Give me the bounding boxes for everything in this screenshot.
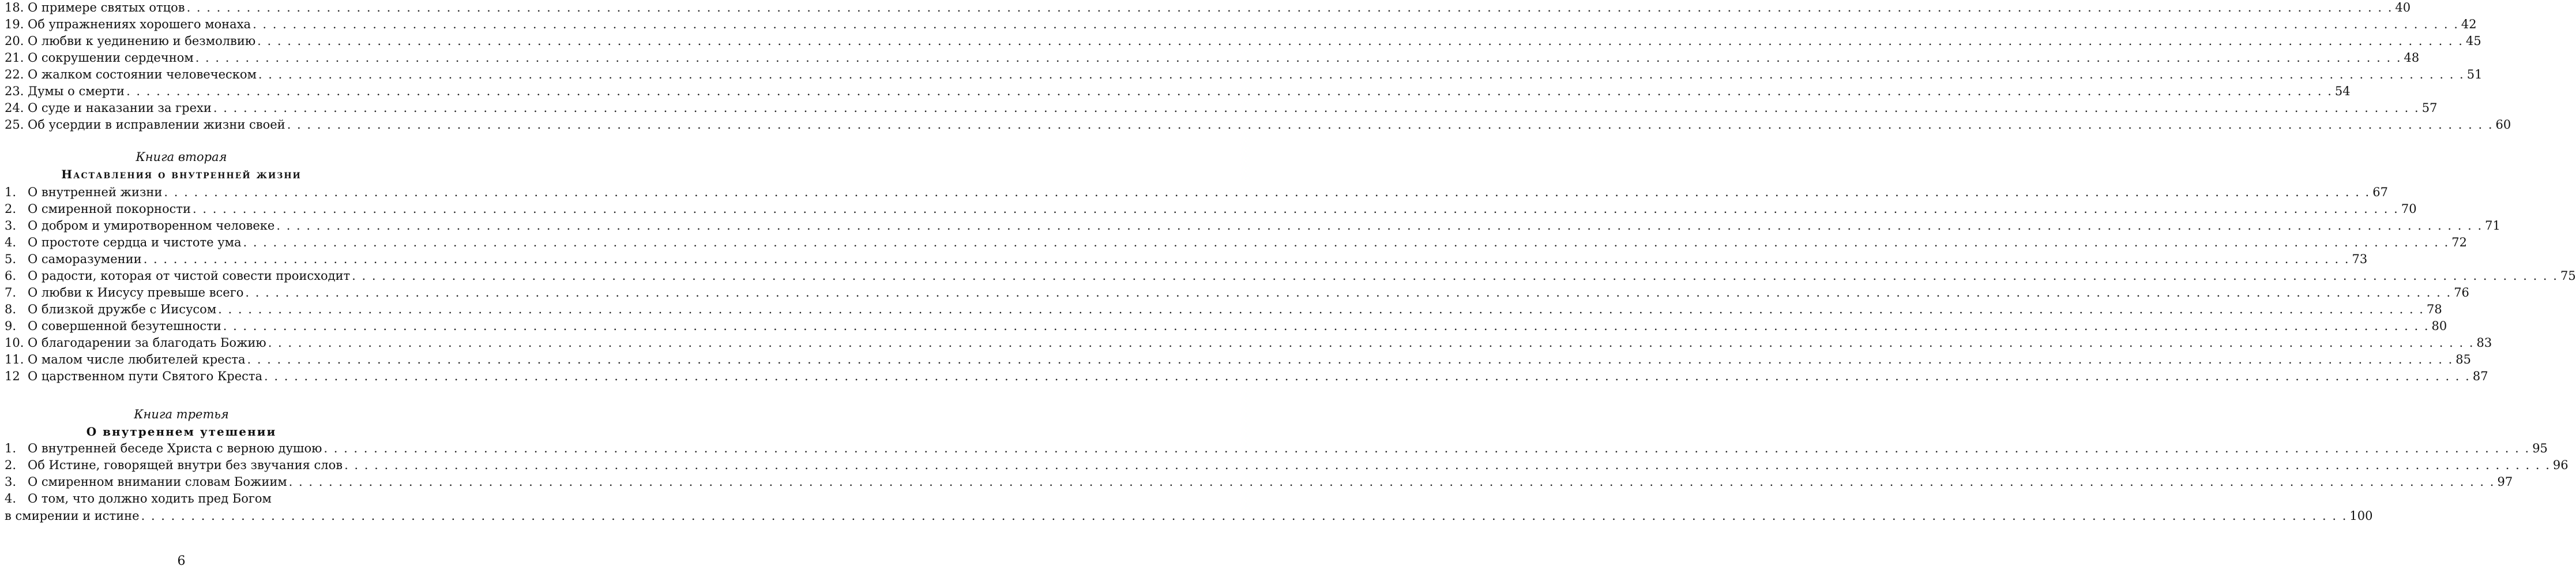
dot-leader	[221, 317, 2430, 335]
dot-leader	[255, 32, 2464, 50]
toc-entry	[5, 234, 2468, 251]
dot-leader	[212, 99, 2420, 117]
entry-title: О простоте сердца и чистоте ума	[28, 235, 242, 249]
entry-number: 12	[5, 369, 20, 383]
entry-title: О любви к Иисусу превыше всего	[28, 286, 244, 299]
toc-entry	[5, 66, 2483, 83]
dot-leader	[287, 473, 2495, 490]
entry-title: О благодарении за благодать Божию	[28, 336, 266, 350]
entry-title: О сокрушении сердечном	[28, 51, 194, 65]
entry-title: О смиренной покорности	[28, 202, 191, 216]
dot-leader	[257, 66, 2465, 83]
entry-page: 75	[2560, 269, 2576, 283]
entry-number: 19.	[5, 17, 24, 31]
dot-leader	[194, 49, 2402, 66]
dot-leader	[350, 267, 2558, 284]
entry-title: Об упражнениях хорошего монаха	[28, 17, 251, 31]
dot-leader	[274, 217, 2483, 234]
dot-leader	[125, 83, 2333, 100]
toc-entry	[5, 456, 2569, 474]
toc-entry	[5, 0, 2411, 16]
entry-page: 80	[2431, 319, 2447, 333]
entry-title: О близкой дружбе с Иисусом	[28, 302, 217, 316]
toc-entry	[5, 440, 2548, 457]
toc-entry	[5, 267, 2576, 284]
entry-page: 42	[2461, 17, 2477, 31]
toc-entry	[5, 250, 2368, 268]
entry-page: 51	[2466, 68, 2483, 81]
entry-page: 76	[2454, 286, 2469, 299]
entry-page: 71	[2485, 219, 2500, 233]
entry-page: 67	[2372, 185, 2388, 199]
toc-entry	[5, 368, 2488, 385]
entry-number: 1.	[5, 441, 17, 455]
entry-page: 95	[2532, 441, 2548, 455]
entry-title: О суде и наказании за грехи	[28, 101, 212, 115]
entry-page: 78	[2426, 302, 2442, 316]
entry-title: Об Истине, говорящей внутри без звучания слов	[28, 458, 343, 472]
toc-entry	[5, 490, 2373, 524]
toc-entry	[5, 217, 2500, 234]
entry-title-line1: О том, что должно ходить пред Богом	[28, 492, 272, 505]
entry-page: 54	[2334, 84, 2351, 98]
dot-leader	[191, 200, 2399, 218]
entry-page: 83	[2476, 336, 2492, 350]
entry-number: 7.	[5, 286, 17, 299]
entry-title: О совершенной безутешности	[28, 319, 221, 333]
dot-leader	[245, 351, 2453, 368]
toc-entry	[5, 49, 2420, 66]
dot-leader	[343, 456, 2551, 474]
entry-number: 8.	[5, 302, 17, 316]
entry-number: 10.	[5, 336, 24, 350]
entry-page: 96	[2552, 458, 2569, 472]
entry-title: О примере святых отцов	[28, 1, 185, 14]
dot-leader	[243, 284, 2451, 301]
toc-entry	[5, 99, 2438, 117]
toc-entry	[5, 317, 2447, 335]
dot-leader	[251, 16, 2459, 33]
dot-leader	[185, 0, 2393, 16]
toc-entry	[5, 183, 2388, 201]
dot-leader	[322, 440, 2530, 457]
toc-entry	[5, 83, 2351, 100]
entry-number: 25.	[5, 118, 24, 132]
entry-number: 4.	[5, 492, 17, 505]
entry-page: 48	[2404, 51, 2420, 65]
entry-title: Об усердии в исправлении жизни своей	[28, 118, 285, 132]
entry-number: 2.	[5, 202, 17, 216]
toc-entry	[5, 301, 2442, 318]
entry-title-line2: в смирении и истине	[5, 509, 140, 523]
entry-title: О внутренней беседе Христа с верною душою	[28, 441, 322, 455]
entry-number: 18.	[5, 1, 24, 14]
entry-page: 97	[2497, 475, 2513, 489]
entry-title: Думы о смерти	[28, 84, 125, 98]
dot-leader	[142, 250, 2350, 268]
entry-title: О внутренней жизни	[28, 185, 163, 199]
entry-number: 4.	[5, 235, 17, 249]
entry-number: 23.	[5, 84, 24, 98]
entry-page: 57	[2421, 101, 2438, 115]
entry-number: 9.	[5, 319, 17, 333]
entry-page: 45	[2465, 34, 2481, 48]
entry-number: 22.	[5, 68, 24, 81]
entry-number: 6.	[5, 269, 17, 283]
entry-page: 70	[2401, 202, 2417, 216]
entry-number: 5.	[5, 252, 17, 266]
entry-page: 85	[2455, 353, 2472, 366]
book2-heading: Наставления о внутренней жизни	[61, 167, 302, 181]
entry-title: О любви к уединению и безмолвию	[28, 34, 256, 48]
entry-number: 3.	[5, 219, 17, 233]
dot-leader	[241, 234, 2449, 251]
book2-subtitle: Книга вторая	[136, 150, 227, 164]
dot-leader	[140, 507, 2348, 524]
dot-leader	[266, 334, 2475, 351]
book3-heading: О внутреннем утешении	[86, 425, 277, 439]
entry-title: О малом числе любителей креста	[28, 353, 246, 366]
entry-title: О смиренном внимании словам Божиим	[28, 475, 287, 489]
toc-entry	[5, 473, 2513, 490]
entry-number: 11.	[5, 353, 24, 366]
entry-page: 72	[2451, 235, 2468, 249]
entry-number: 3.	[5, 475, 17, 489]
dot-leader	[262, 368, 2470, 385]
toc-entry	[5, 351, 2472, 368]
entry-number: 21.	[5, 51, 24, 65]
dot-leader	[285, 116, 2494, 133]
entry-title: О добром и умиротворенном человеке	[28, 219, 275, 233]
entry-number: 20.	[5, 34, 24, 48]
entry-title: О радости, которая от чистой совести происходит	[28, 269, 351, 283]
entry-page: 73	[2352, 252, 2368, 266]
entry-page: 87	[2472, 369, 2488, 383]
entry-number: 2.	[5, 458, 17, 472]
toc-entry	[5, 334, 2492, 351]
toc-entry	[5, 200, 2417, 218]
dot-leader	[162, 183, 2370, 201]
toc-entry	[5, 284, 2469, 301]
entry-number: 1.	[5, 185, 17, 199]
book3-subtitle: Книга третья	[134, 407, 229, 421]
toc-entry	[5, 32, 2481, 50]
entry-page: 100	[2349, 509, 2373, 523]
entry-title: О жалком состоянии человеческом	[28, 68, 257, 81]
dot-leader	[216, 301, 2424, 318]
entry-page: 60	[2495, 118, 2511, 132]
toc-entry	[5, 16, 2477, 33]
page-number: 6	[177, 554, 186, 568]
entry-title: О саморазумении	[28, 252, 142, 266]
toc-entry	[5, 116, 2511, 133]
entry-number: 24.	[5, 101, 24, 115]
entry-title: О царственном пути Святого Креста	[28, 369, 263, 383]
entry-page: 40	[2395, 1, 2411, 14]
